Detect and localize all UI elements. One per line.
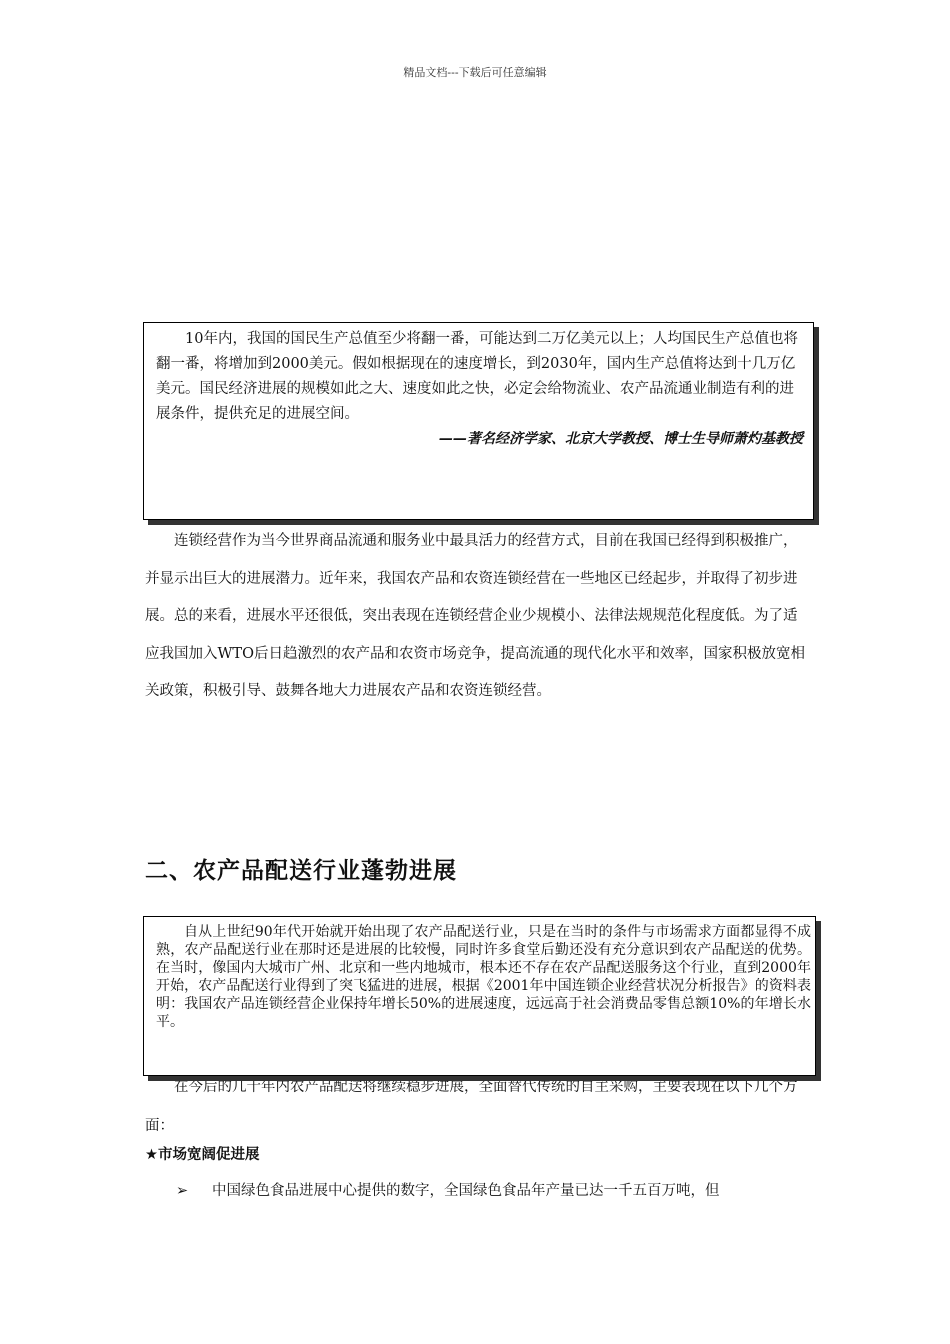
bullet-text: 中国绿色食品进展中心提供的数字，全国绿色食品年产量已达一千五百万吨，但: [212, 1183, 720, 1199]
bullet-arrow-icon: ➢: [176, 1183, 189, 1199]
quote-attribution: ——著名经济学家、北京大学教授、博士生导师萧灼基教授: [439, 431, 803, 447]
info-box-body: 自从上世纪90年代开始就开始出现了农产品配送行业，只是在当时的条件与市场需求方面都显得不成熟，农产品配送行业在那时还是进展的比较慢，同时许多食堂后勤还没有充分意识到农产品配送的优势。在当时，像国内大城市广州、北京和一些内地城市，根本还不存在农产品配送服务这个行业，直到2000年开始，农产品配送行业得到了突飞猛进的进展，根据《2001年中国连锁企业经营状况分析报告》的资料表明：我国农产品连锁经营企业保持年增长50%的进展速度，远远高于社会消费品零售总额10%的年增长水平。: [156, 924, 811, 1030]
partially-hidden-paragraph: 在今后的几十年内农产品配送将继续稳步进展，全面替代传统的自主采购，主要表现在以下几个方面：: [145, 1079, 798, 1134]
info-box: [143, 916, 816, 1076]
page-header: 精品文档---下载后可任意编辑: [403, 66, 547, 79]
quote-body: 10年内，我国的国民生产总值至少将翻一番，可能达到二万亿美元以上；人均国民生产总值也将翻一番，将增加到2000美元。假如根据现在的速度增长，到2030年，国内生产总值将达到十几万亿美元。国民经济进展的规模如此之大、速度如此之快，必定会给物流业、农产品流通业制造有利的进展条件，提供充足的进展空间。: [156, 331, 798, 422]
section-heading: 二、农产品配送行业蓬勃进展: [145, 858, 457, 884]
bullet-item: [176, 1180, 816, 1202]
quote-box: [143, 322, 814, 520]
subheading: ★市场宽阔促进展: [145, 1147, 260, 1163]
intro-paragraph: 连锁经营作为当今世界商品流通和服务业中最具活力的经营方式，目前在我国已经得到积极推广，并显示出巨大的进展潜力。近年来，我国农产品和农资连锁经营在一些地区已经起步，并取得了初步进展。总的来看，进展水平还很低，突出表现在连锁经营企业少规模小、法律法规规范化程度低。为了适应我国加入WTO后日趋激烈的农产品和农资市场竞争，提高流通的现代化水平和效率，国家积极放宽相关政策，积极引导、鼓舞各地大力进展农产品和农资连锁经营。: [145, 533, 805, 699]
